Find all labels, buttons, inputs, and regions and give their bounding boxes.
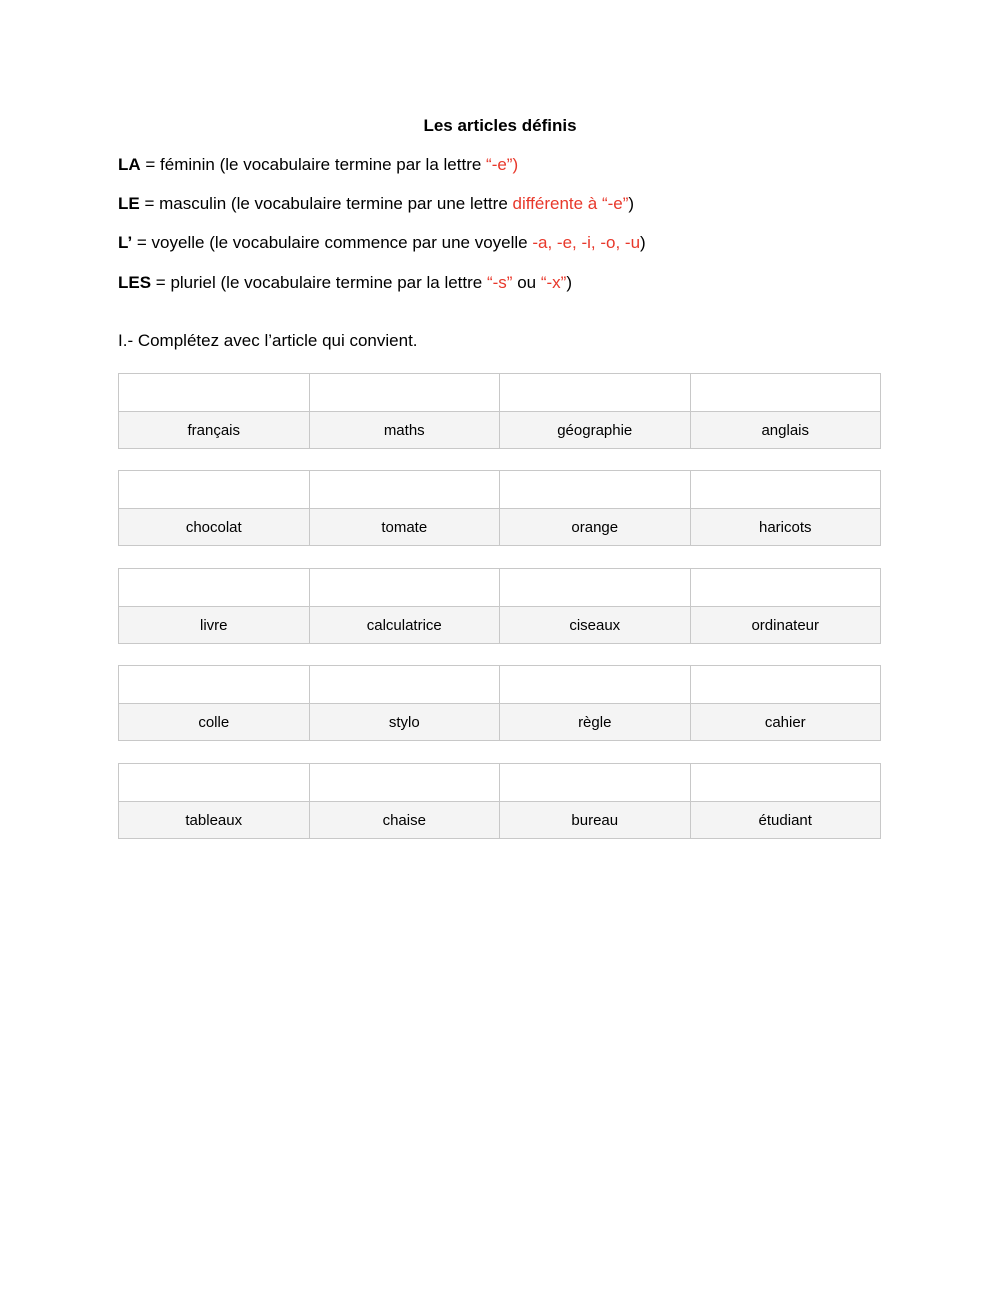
word-cell: chocolat [119, 509, 310, 546]
answer-cell[interactable] [500, 374, 691, 412]
answer-cell[interactable] [309, 569, 500, 607]
answer-input[interactable] [310, 375, 500, 411]
word-cell: bureau [500, 802, 691, 839]
word-cell: cahier [690, 704, 881, 741]
exercise-table [118, 665, 881, 741]
rule-highlight: “-s” [486, 273, 513, 292]
word-row [119, 607, 881, 644]
answer-cell[interactable] [119, 569, 310, 607]
answer-row [119, 374, 881, 412]
word-cell: anglais [690, 412, 881, 449]
rule-text-end: ) [640, 233, 646, 252]
word-cell: règle [500, 704, 691, 741]
equals-sign: = [140, 155, 161, 174]
answer-input[interactable] [691, 375, 881, 411]
word-cell: tableaux [119, 802, 310, 839]
answer-cell[interactable] [119, 764, 310, 802]
word-row [119, 509, 881, 546]
exercise-table [118, 763, 881, 839]
rule-les [118, 273, 572, 293]
word-row [119, 704, 881, 741]
answer-input[interactable] [691, 570, 881, 606]
article-label: L’ [118, 233, 133, 252]
rule-text: féminin (le vocabulaire termine par la lettre [160, 155, 487, 174]
answer-input[interactable] [119, 472, 309, 508]
article-label: LES [118, 273, 152, 292]
word-row [119, 802, 881, 839]
exercise-table [118, 373, 881, 449]
exercise-table [118, 568, 881, 644]
exercise-instruction: I.- Complétez avec l’article qui convient. [118, 331, 418, 350]
word-cell: géographie [500, 412, 691, 449]
word-cell: maths [309, 412, 500, 449]
answer-cell[interactable] [690, 374, 881, 412]
rule-la [118, 155, 518, 175]
answer-cell[interactable] [500, 764, 691, 802]
answer-input[interactable] [310, 570, 500, 606]
answer-cell[interactable] [690, 764, 881, 802]
word-cell: chaise [309, 802, 500, 839]
answer-input[interactable] [691, 667, 881, 703]
answer-cell[interactable] [690, 569, 881, 607]
rule-text-end: ) [628, 194, 635, 213]
article-label: LA [118, 155, 141, 174]
answer-input[interactable] [310, 472, 500, 508]
word-cell: stylo [309, 704, 500, 741]
answer-input[interactable] [119, 375, 309, 411]
answer-row [119, 471, 881, 509]
equals-sign: = [151, 273, 171, 292]
answer-row [119, 569, 881, 607]
rule-text: pluriel (le vocabulaire termine par la lettre [170, 273, 487, 292]
word-cell: ordinateur [690, 607, 881, 644]
answer-cell[interactable] [309, 471, 500, 509]
rule-text-end: ) [566, 273, 572, 292]
answer-cell[interactable] [500, 666, 691, 704]
answer-input[interactable] [500, 472, 690, 508]
answer-cell[interactable] [500, 569, 691, 607]
rule-highlight: -a, -e, -i, -o, -u [532, 233, 641, 252]
answer-input[interactable] [500, 570, 690, 606]
answer-input[interactable] [500, 667, 690, 703]
answer-cell[interactable] [309, 764, 500, 802]
answer-input[interactable] [691, 472, 881, 508]
answer-cell[interactable] [309, 666, 500, 704]
answer-input[interactable] [310, 667, 500, 703]
answer-row [119, 666, 881, 704]
rule-highlight: “-e”) [486, 155, 519, 174]
word-cell: colle [119, 704, 310, 741]
rule-l-apostrophe [118, 233, 646, 253]
answer-cell[interactable] [309, 374, 500, 412]
word-cell: livre [119, 607, 310, 644]
rule-highlight: différente à “-e” [512, 194, 629, 213]
rule-le [118, 194, 634, 214]
rule-highlight-2: “-x” [540, 273, 567, 292]
word-cell: calculatrice [309, 607, 500, 644]
answer-cell[interactable] [119, 666, 310, 704]
answer-input[interactable] [119, 667, 309, 703]
answer-input[interactable] [500, 375, 690, 411]
exercise-table [118, 470, 881, 546]
rule-text: masculin (le vocabulaire termine par une lettre [159, 194, 513, 213]
word-cell: orange [500, 509, 691, 546]
answer-row [119, 764, 881, 802]
answer-input[interactable] [119, 570, 309, 606]
word-cell: étudiant [690, 802, 881, 839]
word-row [119, 412, 881, 449]
equals-sign: = [132, 233, 152, 252]
answer-input[interactable] [310, 765, 500, 801]
article-label: LE [118, 194, 140, 213]
answer-input[interactable] [691, 765, 881, 801]
page-title: Les articles définis [423, 116, 577, 135]
answer-cell[interactable] [690, 471, 881, 509]
rule-text: voyelle (le vocabulaire commence par une voyelle [151, 233, 533, 252]
rule-text-middle: ou [512, 273, 541, 292]
answer-input[interactable] [500, 765, 690, 801]
answer-cell[interactable] [119, 471, 310, 509]
answer-cell[interactable] [690, 666, 881, 704]
word-cell: haricots [690, 509, 881, 546]
answer-cell[interactable] [500, 471, 691, 509]
answer-input[interactable] [119, 765, 309, 801]
word-cell: tomate [309, 509, 500, 546]
word-cell: ciseaux [500, 607, 691, 644]
word-cell: français [119, 412, 310, 449]
equals-sign: = [139, 194, 160, 213]
answer-cell[interactable] [119, 374, 310, 412]
